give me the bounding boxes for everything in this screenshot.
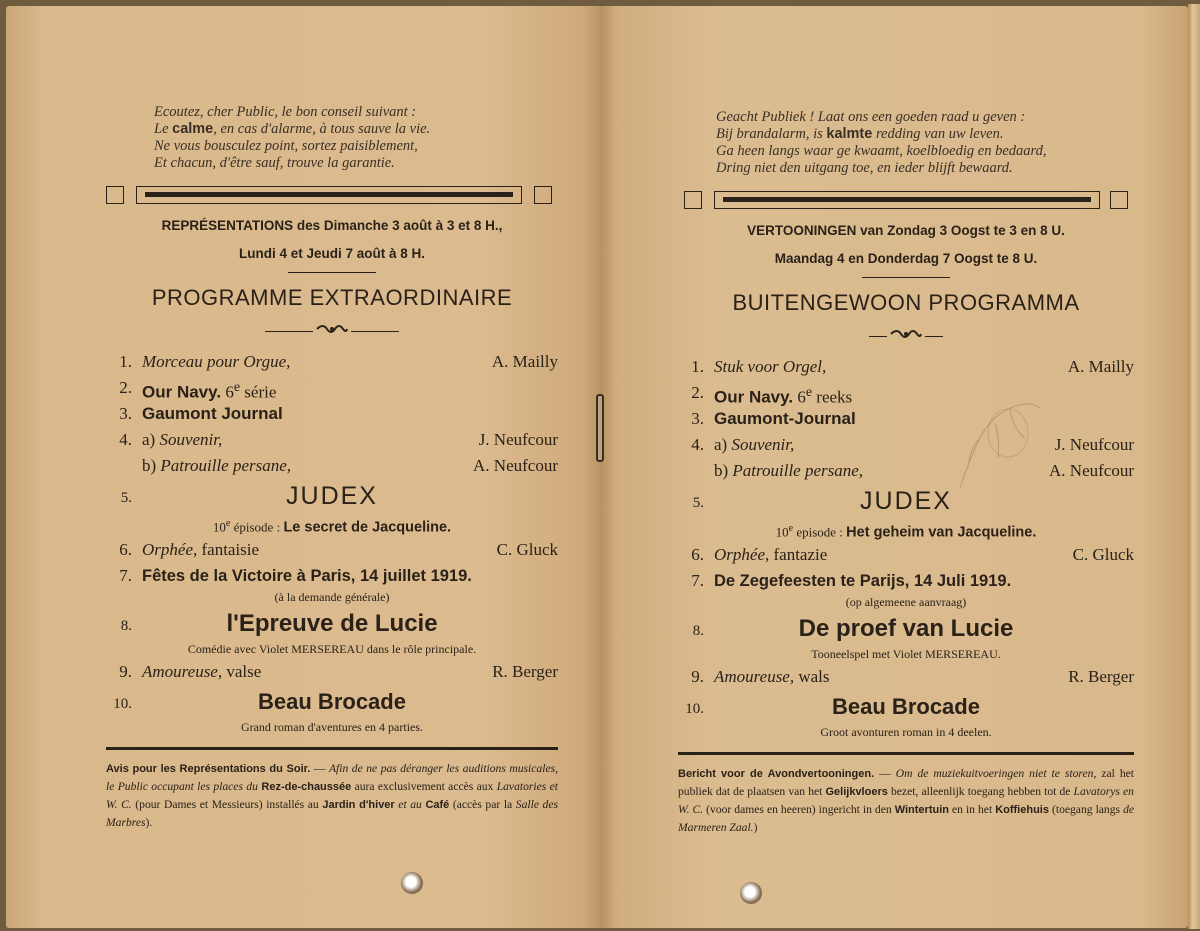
item-headline: Beau Brocade [832, 694, 980, 720]
item-number: 5. [120, 490, 132, 507]
item-subtitle [678, 518, 1134, 542]
item-title-number: 6 [221, 383, 234, 403]
episode-number: 10 [775, 524, 789, 540]
poem-line-4: Dring niet den uitgang toe, en ieder blijft bewaard. [716, 160, 1013, 176]
sub-letter: b) [714, 461, 733, 481]
notice-heading: Avis pour les Représentations du Soir. [106, 763, 311, 776]
item-number: 9. [691, 667, 704, 687]
list-item [678, 380, 1134, 406]
footer-rule [678, 752, 1134, 755]
ornament-square [106, 186, 124, 204]
item-composer: A. Mailly [491, 352, 558, 372]
superscript: e [233, 380, 241, 396]
item-headline: De proef van Lucie [798, 615, 1014, 643]
item-headline: JUDEX [860, 487, 952, 516]
notice-text: (toegang langs [1048, 803, 1124, 817]
item-title [142, 427, 222, 453]
list-item [678, 354, 1134, 380]
notice-heading: Bericht voor de Avondvertooningen. [678, 768, 875, 781]
poem-line-1: Geacht Publiek ! Laat ons een goeden raad u geven : [716, 109, 1026, 125]
list-item [678, 542, 1134, 568]
notice-text: — [310, 762, 329, 776]
item-title-series: reeks [812, 388, 853, 408]
schedule [678, 217, 1134, 273]
notice-text: Koffiehuis [995, 804, 1049, 817]
item-title: Stuk voor Orgel, [714, 357, 827, 377]
notice-text: (voor dames en heeren) ingericht in den [703, 803, 895, 817]
ornament-frame [136, 186, 522, 204]
item-number: 8. [692, 623, 704, 640]
schedule [106, 212, 558, 268]
item-genre: wals [794, 667, 830, 687]
item-number: 7. [119, 566, 132, 586]
poem-line-3: Ne vous bousculez point, sortez paisiblement, [154, 138, 418, 154]
evening-notice [678, 765, 1134, 836]
item-title [714, 458, 863, 484]
schedule-line-1: VERTOONINGEN van Zondag 3 Oogst te 3 en 8 U. [747, 223, 1065, 238]
ornamental-bar [678, 189, 1134, 215]
program-title: PROGRAMME EXTRAORDINAIRE [151, 285, 513, 311]
poem-line-3: Ga heen langs waar ge kwaamt, koelbloedig en bedaard, [716, 143, 1047, 159]
notice-text: ) [753, 821, 758, 835]
fleuron-ornament [106, 323, 558, 339]
list-item [678, 484, 1134, 518]
item-number: 2. [691, 383, 704, 403]
fleuron-ornament [678, 328, 1134, 344]
notice-text: Wintertuin [894, 804, 949, 817]
item-subtitle: Grand roman d'aventures en 4 parties. [240, 720, 424, 735]
notice-text: Gelijkvloers [825, 786, 888, 799]
sub-title: Souvenir, [731, 435, 795, 455]
item-title-main: Orphée, [142, 540, 198, 560]
episode-number: 10 [212, 519, 226, 535]
notice-text: ). [145, 816, 153, 830]
superscript: e [805, 385, 813, 401]
item-title [142, 659, 261, 685]
item-title [714, 542, 827, 568]
poem-text: Le [154, 121, 173, 137]
program-title: BUITENGEWOON PROGRAMMA [732, 290, 1080, 316]
item-number: 10. [113, 696, 132, 713]
poem-line-1: Ecoutez, cher Public, le bon conseil suivant : [154, 104, 417, 120]
item-title-main: Our Navy. [714, 388, 794, 408]
poem-line-2 [154, 121, 558, 138]
notice-text: Rez-de-chaussée [257, 781, 352, 794]
item-title: Gaumont-Journal [714, 409, 856, 429]
poem-text: redding van uw leven. [872, 126, 1004, 142]
notice-text: Lavatorys en W. C. [678, 785, 1134, 817]
notice-text: (accès par la [449, 798, 516, 812]
item-number: 4. [691, 435, 704, 455]
left-page-french [6, 6, 600, 928]
item-number: 7. [691, 571, 704, 591]
list-item [106, 349, 558, 375]
list-item [678, 664, 1134, 690]
item-number: 3. [119, 404, 132, 424]
notice-text: en in het [948, 803, 996, 817]
item-number: 9. [119, 662, 132, 682]
notice-text: de Marmeren Zaal. [678, 803, 1135, 835]
notice-text: bezet, alleenlijk toegang hebben tot de [887, 785, 1074, 799]
item-headline: JUDEX [286, 482, 378, 511]
notice-text: Om de muziekuitvoeringen niet te storen, [895, 767, 1097, 781]
list-item [678, 612, 1134, 646]
item-number: 5. [692, 495, 704, 512]
notice-text: Café [425, 799, 450, 812]
sub-title: Patrouille persane, [160, 456, 292, 476]
poem-emphasis: kalmte [826, 126, 873, 142]
safety-poem [716, 109, 1134, 177]
left-page-content [106, 104, 558, 831]
binding-staple [596, 394, 604, 462]
list-item [678, 432, 1134, 458]
poem-line-2 [716, 126, 1134, 143]
list-item [106, 659, 558, 685]
notice-text: zal het publiek dat de plaatsen van het [678, 767, 1134, 799]
superscript: e [225, 518, 231, 530]
item-number: 1. [119, 352, 132, 372]
item-subtitle: (op algemeene aanvraag) [845, 595, 967, 610]
notice-text: Afin de ne pas déranger les auditions musicales, le Public occupant les places du [106, 762, 558, 794]
item-composer: C. Gluck [496, 540, 558, 560]
item-genre: fantazie [769, 545, 828, 565]
item-subtitle: Tooneelspel met Violet MERSEREAU. [811, 647, 1001, 662]
item-title: De Zegefeesten te Parijs, 14 Juli 1919. [714, 572, 1012, 591]
sub-title: Souvenir, [159, 430, 223, 450]
pencil-sketch [940, 378, 1050, 498]
item-subtitle: Comédie avec Violet MERSEREAU dans le rôle principale. [187, 642, 477, 657]
list-item [678, 568, 1134, 594]
ornamental-bar [106, 184, 558, 210]
item-title [714, 664, 830, 690]
evening-notice [106, 760, 558, 831]
ornament-square [534, 186, 552, 204]
item-title: Gaumont Journal [142, 404, 283, 424]
poem-text: , en cas d'alarme, à tous sauve la vie. [213, 121, 431, 137]
notice-text: aura exclusivement accès aux [351, 780, 497, 794]
divider [862, 277, 950, 278]
list-item [678, 458, 1134, 484]
item-composer: A. Neufcour [1049, 461, 1134, 481]
item-number: 6. [119, 540, 132, 560]
list-item [106, 401, 558, 427]
binding-hole [401, 872, 423, 894]
episode-label: episode : [793, 524, 847, 540]
poem-emphasis: calme [172, 121, 214, 137]
schedule-line-2: Maandag 4 en Donderdag 7 Oogst te 8 U. [774, 251, 1038, 266]
episode-title: Het geheim van Jacqueline. [846, 524, 1037, 541]
item-composer: R. Berger [1068, 667, 1134, 687]
item-title-number: 6 [793, 388, 806, 408]
sub-letter: a) [142, 430, 160, 450]
binding-hole [740, 882, 762, 904]
item-title-main: Amoureuse, [714, 667, 795, 687]
notice-text: et au [394, 798, 426, 812]
list-item [106, 375, 558, 401]
list-item [106, 479, 558, 513]
divider [288, 272, 376, 273]
item-number: 3. [691, 409, 704, 429]
item-subtitle: (à la demande générale) [274, 590, 390, 605]
item-composer: J. Neufcour [478, 430, 558, 450]
item-number: 1. [691, 357, 704, 377]
schedule-line-1: REPRÉSENTATIONS des Dimanche 3 août à 3 et 8 H., [161, 218, 503, 233]
sub-title: Patrouille persane, [732, 461, 864, 481]
page-edge [1188, 4, 1200, 929]
item-title [142, 537, 259, 563]
notice-text: — [874, 767, 896, 781]
poem-line-4: Et chacun, d'être sauf, trouve la garantie. [154, 155, 395, 171]
ornament-square [1110, 191, 1128, 209]
footer-rule [106, 747, 558, 750]
list-item [106, 537, 558, 563]
notice-text: Lavatories et W. C. [106, 780, 558, 812]
item-title-main: Orphée, [714, 545, 770, 565]
ornament-frame [714, 191, 1100, 209]
sub-letter: b) [142, 456, 161, 476]
item-title-main: Our Navy. [142, 383, 222, 403]
item-number: 6. [691, 545, 704, 565]
item-number: 8. [120, 618, 132, 635]
program-list [106, 349, 558, 737]
item-headline: Beau Brocade [258, 689, 406, 715]
item-genre: fantaisie [197, 540, 260, 560]
list-item [106, 685, 558, 719]
item-composer: R. Berger [492, 662, 558, 682]
episode-title: Le secret de Jacqueline. [283, 519, 452, 536]
item-subtitle [106, 513, 558, 537]
item-number: 4. [119, 430, 132, 450]
item-title [714, 432, 794, 458]
item-composer: C. Gluck [1072, 545, 1134, 565]
item-headline: l'Epreuve de Lucie [226, 610, 438, 638]
notice-text: Salle des Marbres [106, 798, 559, 830]
episode-label: épisode : [230, 519, 284, 535]
list-item [678, 690, 1134, 724]
item-number: 10. [685, 701, 704, 718]
item-subtitle: Groot avonturen roman in 4 deelen. [820, 725, 992, 740]
list-item [106, 453, 558, 479]
list-item [106, 427, 558, 453]
schedule-line-2: Lundi 4 et Jeudi 7 août à 8 H. [238, 246, 426, 261]
superscript: e [788, 523, 794, 535]
item-composer: J. Neufcour [1054, 435, 1134, 455]
list-item [678, 406, 1134, 432]
list-item [106, 563, 558, 589]
safety-poem [154, 104, 558, 172]
item-title-main: Amoureuse, [142, 662, 223, 682]
program-list [678, 354, 1134, 742]
item-title: Morceau pour Orgue, [142, 352, 291, 372]
item-title-series: série [240, 383, 277, 403]
poem-text: Bij brandalarm, is [716, 126, 827, 142]
sub-letter: a) [714, 435, 732, 455]
item-title [142, 453, 291, 479]
right-page-dutch [600, 6, 1188, 928]
notice-text: (pour Dames et Messieurs) installés au [131, 798, 323, 812]
item-composer: A. Neufcour [473, 456, 558, 476]
item-number: 2. [119, 378, 132, 398]
item-genre: valse [222, 662, 262, 682]
list-item [106, 607, 558, 641]
right-page-content [678, 109, 1134, 836]
ornament-square [684, 191, 702, 209]
item-composer: A. Mailly [1067, 357, 1134, 377]
item-title: Fêtes de la Victoire à Paris, 14 juillet 1919. [142, 567, 472, 586]
notice-text: Jardin d'hiver [322, 799, 395, 812]
